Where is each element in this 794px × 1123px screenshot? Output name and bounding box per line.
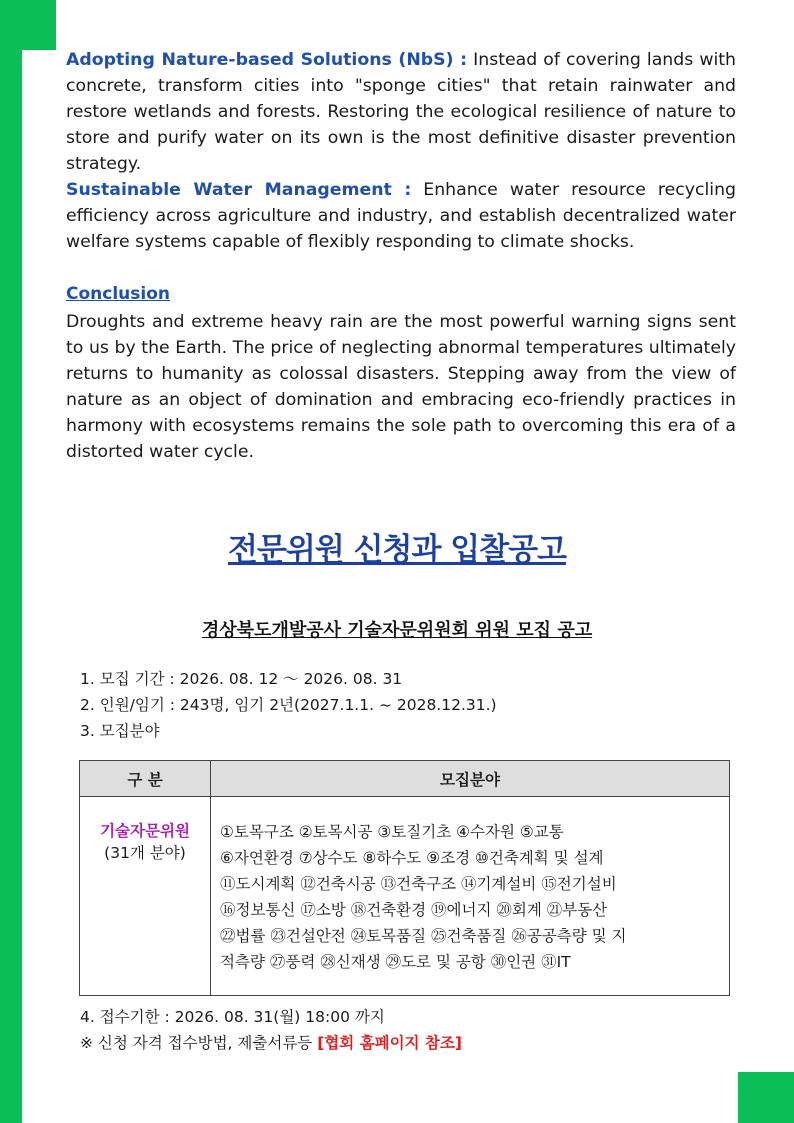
notice-items [80, 666, 497, 744]
notice-item: 1. 모집 기간 : 2026. 08. 12 ～ 2026. 08. 31 [80, 670, 403, 688]
table-header-fields: 모집분야 [211, 761, 730, 797]
solution-text: Enhance water resource recycling efficiency across agriculture and industry, and establish decentralized water welfare systems capable of flexibly responding to climate shocks. [66, 180, 736, 252]
top-accent-block [0, 0, 56, 50]
fields-line: ㉒법률 ㉓건설안전 ㉔토목품질 ㉕건축품질 ㉖공공측량 및 지 [220, 927, 627, 945]
notice-title: 전문위원 신청과 입찰공고 [228, 532, 566, 568]
fields-cell [211, 797, 730, 996]
conclusion-heading: Conclusion [66, 284, 170, 304]
fields-line: ⑥자연환경 ⑦상수도 ⑧하수도 ⑨조경 ⑩건축계획 및 설계 [220, 849, 604, 867]
solution-text: Instead of covering lands with concrete, transform cities into "sponge cities" that retain rainwater and restore wetlands and forests. Restoring the ecological resilience of nature to store and purify water on its own is the most definitive disaster prevention strategy. [66, 50, 736, 174]
solution-paragraph [66, 47, 736, 177]
notice-item: 2. 인원/임기 : 243명, 임기 2년(2027.1.1. ~ 2028.12.31.) [80, 696, 497, 714]
fields-line: 적측량 ㉗풍력 ㉘신재생 ㉙도로 및 공항 ㉚인권 ㉛IT [220, 953, 571, 971]
fields-line: ⑯정보통신 ⑰소방 ⑱건축환경 ⑲에너지 ⑳회계 ㉑부동산 [220, 901, 608, 919]
bottom-accent-block [738, 1072, 794, 1123]
conclusion-paragraph: Droughts and extreme heavy rain are the most powerful warning signs sent to us by the Earth. The price of neglecting abnormal temperatures ultimately returns to humanity as colossal disasters. Stepping away from the view of nature as an object of domination and embracing eco-friendly practices in harmony with ecosystems remains the sole path to overcoming this era of a distorted water cycle. [66, 312, 736, 462]
category-count: (31개 분야) [104, 844, 186, 862]
recruitment-table [79, 760, 730, 996]
solution-paragraph [66, 177, 736, 255]
notice-footer [80, 1004, 462, 1056]
notice-item: 3. 모집분야 [80, 722, 160, 740]
deadline-text: 4. 접수기한 : 2026. 08. 31(월) 18:00 까지 [80, 1008, 385, 1026]
category-cell [80, 797, 211, 996]
note-line [80, 1030, 462, 1056]
conclusion-text [66, 309, 736, 465]
category-name: 기술자문위원 [100, 822, 190, 840]
table-row [80, 797, 730, 996]
notice-subtitle: 경상북도개발공사 기술자문위원회 위원 모집 공고 [201, 620, 593, 641]
table-header-row [80, 761, 730, 797]
solution-keyword: Adopting Nature-based Solutions (NbS) : [66, 50, 468, 70]
fields-line: ⑪도시계획 ⑫건축시공 ⑬건축구조 ⑭기계설비 ⑮전기설비 [220, 875, 617, 893]
solution-keyword: Sustainable Water Management : [66, 180, 412, 200]
solutions-section [66, 47, 736, 255]
fields-line: ①토목구조 ②토목시공 ③토질기초 ④수자원 ⑤교통 [220, 823, 564, 841]
note-text: ※ 신청 자격 접수방법, 제출서류등 [80, 1034, 318, 1052]
table-header-category: 구 분 [80, 761, 211, 797]
homepage-reference: [협회 홈페이지 참조] [317, 1034, 462, 1052]
